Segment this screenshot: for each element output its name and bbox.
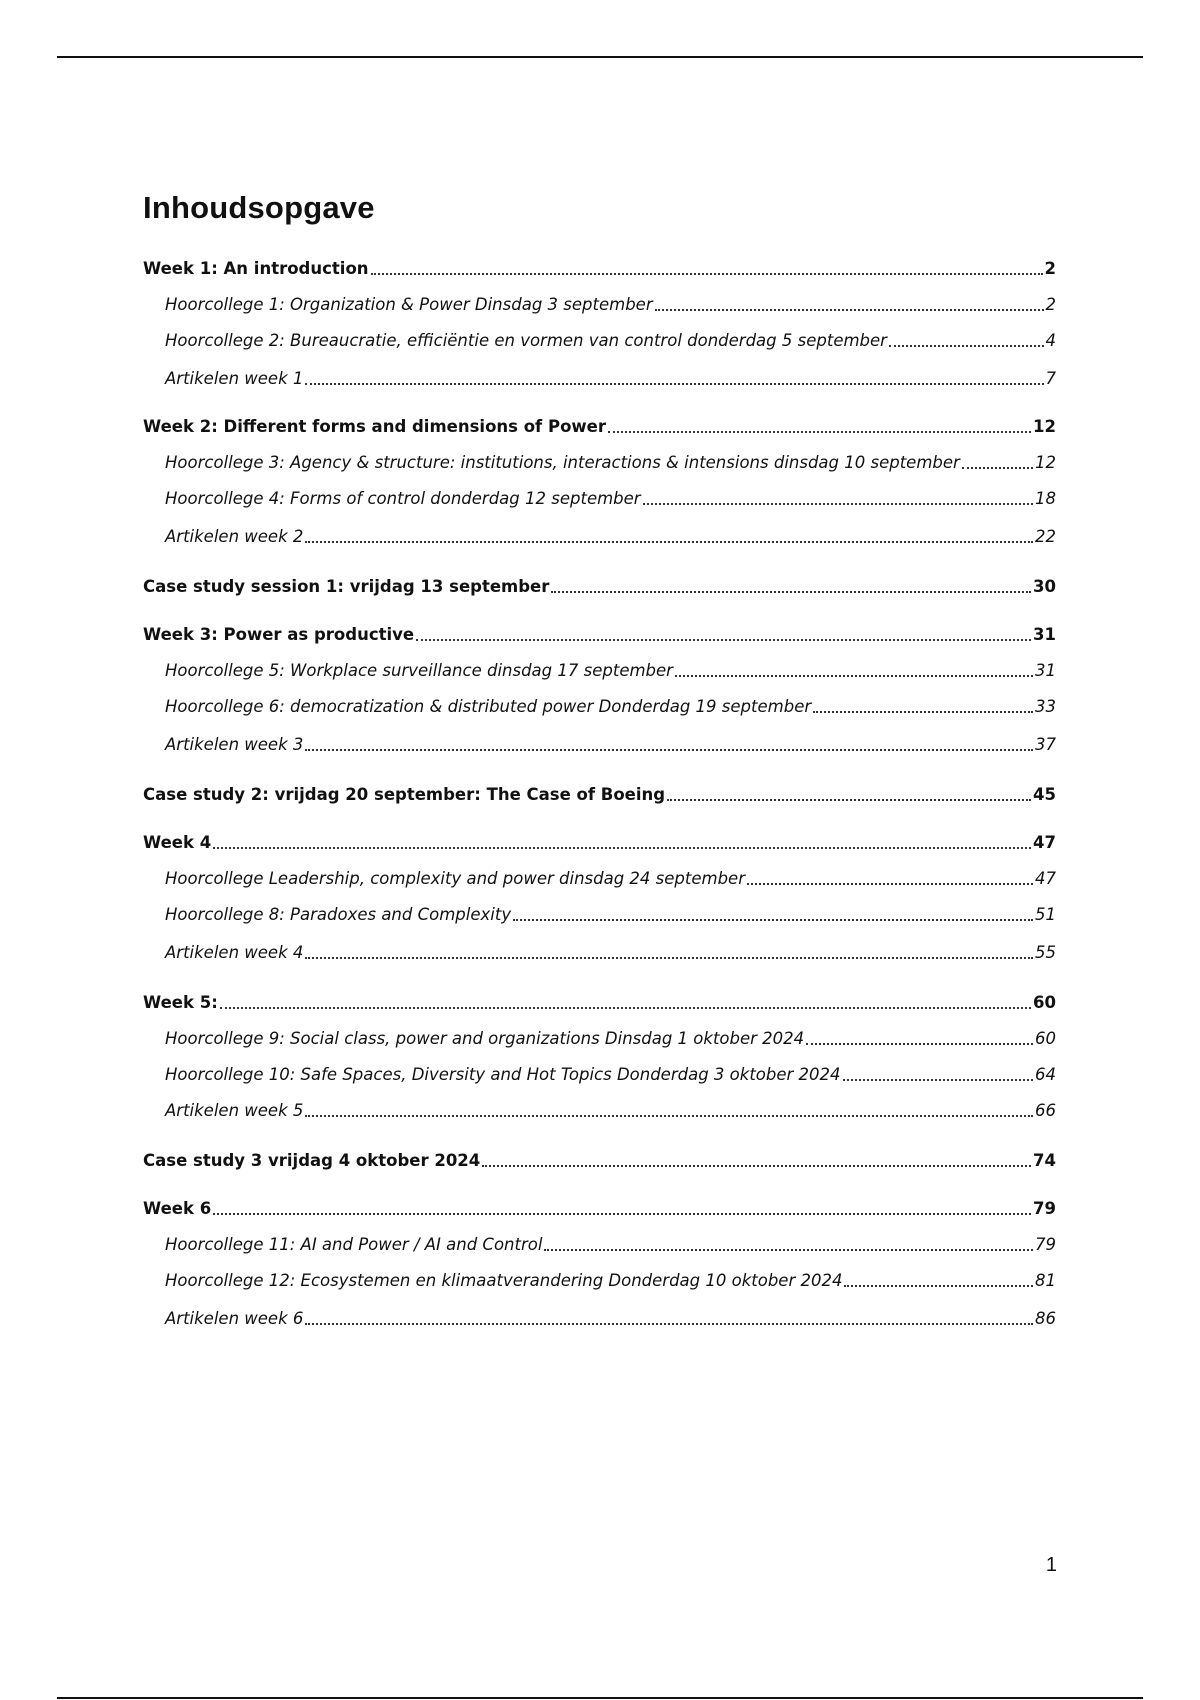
toc-entry-page-number: 47 [1033,833,1056,852]
toc-entry-label: Hoorcollege 12: Ecosystemen en klimaatverandering Donderdag 10 oktober 2024 [165,1271,843,1290]
toc-entry-label: Artikelen week 6 [165,1309,304,1328]
toc-entry-label: Artikelen week 5 [165,1101,304,1120]
toc-entry-label: Hoorcollege 1: Organization & Power Dinsdag 3 september [165,295,653,314]
toc-entry-page-number: 64 [1035,1065,1056,1084]
toc-entry-label: Week 6 [143,1199,212,1218]
toc-entry-label: Hoorcollege 2: Bureaucratie, efficiëntie en vormen van control donderdag 5 september [165,331,887,350]
toc-entry-label: Artikelen week 1 [165,369,304,388]
toc-subsection-entry[interactable] [165,731,1056,755]
toc-entry-page-number: 47 [1035,869,1056,888]
toc-entry-label: Hoorcollege Leadership, complexity and power dinsdag 24 september [165,869,745,888]
toc-dot-leader [513,918,1033,921]
toc-dot-leader [305,540,1033,543]
toc-entry-page-number: 2 [1044,259,1056,278]
toc-entry-page-number: 60 [1035,1029,1056,1048]
toc-entry-label: Case study 3 vrijdag 4 oktober 2024 [143,1151,481,1170]
toc-entry-page-number: 66 [1035,1101,1056,1120]
toc-dot-leader [305,748,1033,751]
toc-entry-label: Hoorcollege 8: Paradoxes and Complexity [165,905,512,924]
toc-subsection-entry[interactable] [165,449,1056,473]
toc-section-entry[interactable] [143,573,1056,597]
toc-subsection-entry[interactable] [165,523,1056,547]
toc-entry-page-number: 45 [1033,785,1056,804]
toc-dot-leader [675,674,1033,677]
toc-entry-page-number: 7 [1045,369,1056,388]
toc-entry-page-number: 51 [1035,905,1056,924]
toc-section-entry[interactable] [143,255,1056,279]
toc-entry-page-number: 55 [1035,943,1056,962]
toc-entry-page-number: 79 [1035,1235,1056,1254]
toc-subsection-entry[interactable] [165,1025,1056,1049]
toc-dot-leader [747,882,1033,885]
toc-subsection-entry[interactable] [165,865,1056,889]
toc-entry-page-number: 79 [1033,1199,1056,1218]
toc-dot-leader [667,798,1031,801]
toc-entry-page-number: 30 [1033,577,1056,596]
toc-entry-label: Artikelen week 2 [165,527,304,546]
toc-entry-label: Artikelen week 4 [165,943,304,962]
toc-entry-label: Week 3: Power as productive [143,625,415,644]
toc-dot-leader [813,710,1033,713]
toc-entry-label: Artikelen week 3 [165,735,304,754]
toc-subsection-entry[interactable] [165,1267,1056,1291]
toc-dot-leader [305,1322,1033,1325]
toc-section-entry[interactable] [143,1147,1056,1171]
toc-subsection-entry[interactable] [165,901,1056,925]
toc-dot-leader [213,1212,1031,1215]
toc-entry-label: Hoorcollege 6: democratization & distributed power Donderdag 19 september [165,697,812,716]
toc-entry-page-number: 2 [1045,295,1056,314]
toc-entry-page-number: 74 [1033,1151,1056,1170]
toc-entry-page-number: 86 [1035,1309,1056,1328]
toc-entry-page-number: 37 [1035,735,1056,754]
toc-dot-leader [551,590,1031,593]
toc-dot-leader [305,382,1043,385]
toc-dot-leader [544,1248,1033,1251]
toc-entry-page-number: 33 [1035,697,1056,716]
toc-section-entry[interactable] [143,413,1056,437]
toc-entry-label: Hoorcollege 3: Agency & structure: institutions, interactions & intensions dinsdag 10 september [165,453,960,472]
page-number: 1 [1045,1554,1057,1576]
toc-subsection-entry[interactable] [165,939,1056,963]
toc-subsection-entry[interactable] [165,693,1056,717]
toc-entry-label: Hoorcollege 4: Forms of control donderdag 12 september [165,489,641,508]
header-rule [57,56,1143,58]
toc-dot-leader [806,1042,1033,1045]
toc-dot-leader [844,1284,1033,1287]
toc-subsection-entry[interactable] [165,365,1056,389]
toc-dot-leader [305,1114,1033,1117]
toc-entry-label: Hoorcollege 5: Workplace surveillance dinsdag 17 september [165,661,673,680]
toc-subsection-entry[interactable] [165,327,1056,351]
toc-dot-leader [482,1164,1031,1167]
toc-dot-leader [843,1078,1033,1081]
toc-section-entry[interactable] [143,989,1056,1013]
toc-entry-label: Hoorcollege 10: Safe Spaces, Diversity and Hot Topics Donderdag 3 oktober 2024 [165,1065,841,1084]
toc-dot-leader [962,466,1033,469]
toc-entry-label: Case study 2: vrijdag 20 september: The Case of Boeing [143,785,666,804]
toc-dot-leader [655,308,1044,311]
toc-entry-page-number: 18 [1035,489,1056,508]
toc-entry-label: Case study session 1: vrijdag 13 september [143,577,550,596]
toc-entry-page-number: 22 [1035,527,1056,546]
toc-entry-label: Hoorcollege 11: AI and Power / AI and Control [165,1235,543,1254]
toc-entry-label: Week 4 [143,833,212,852]
toc-entry-page-number: 12 [1035,453,1056,472]
toc-entry-page-number: 60 [1033,993,1056,1012]
toc-entry-label: Week 5: [143,993,218,1012]
toc-entry-page-number: 81 [1035,1271,1056,1290]
toc-subsection-entry[interactable] [165,1097,1056,1121]
toc-entry-page-number: 4 [1045,331,1056,350]
toc-subsection-entry[interactable] [165,291,1056,315]
toc-entry-label: Week 2: Different forms and dimensions of Power [143,417,606,436]
toc-entry-page-number: 31 [1035,661,1056,680]
toc-subsection-entry[interactable] [165,657,1056,681]
toc-entry-label: Hoorcollege 9: Social class, power and organizations Dinsdag 1 oktober 2024 [165,1029,805,1048]
toc-entry-page-number: 12 [1033,417,1056,436]
toc-dot-leader [305,956,1033,959]
toc-subsection-entry[interactable] [165,485,1056,509]
toc-subsection-entry[interactable] [165,1061,1056,1085]
toc-section-entry[interactable] [143,621,1056,645]
toc-dot-leader [220,1006,1031,1009]
toc-entry-label: Week 1: An introduction [143,259,369,278]
toc-dot-leader [371,272,1043,275]
toc-entry-page-number: 31 [1033,625,1056,644]
toc-dot-leader [213,846,1031,849]
toc-subsection-entry[interactable] [165,1305,1056,1329]
toc-dot-leader [643,502,1033,505]
toc-title: Inhoudsopgave [143,190,375,225]
toc-dot-leader [608,430,1031,433]
toc-section-entry[interactable] [143,829,1056,853]
toc-section-entry[interactable] [143,781,1056,805]
footer-rule [57,1697,1143,1699]
toc-section-entry[interactable] [143,1195,1056,1219]
toc-subsection-entry[interactable] [165,1231,1056,1255]
toc-dot-leader [889,344,1044,347]
toc-dot-leader [416,638,1031,641]
